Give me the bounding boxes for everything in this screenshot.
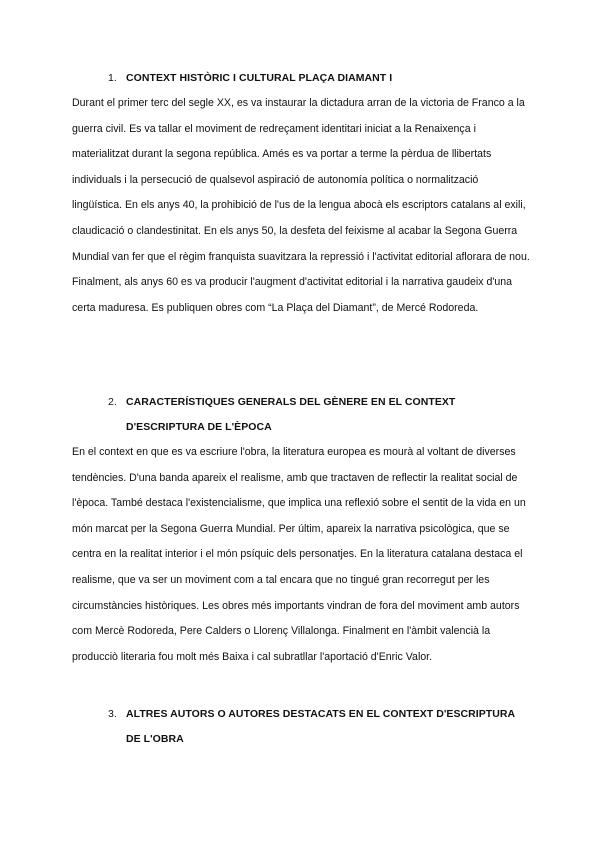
section-historical-context	[0, 66, 600, 321]
section-number: 3.	[108, 708, 117, 720]
section-genre-characteristics	[0, 390, 600, 670]
section-heading	[108, 66, 528, 91]
section-title: CARACTERÍSTIQUES GENERALS DEL GÈNERE EN EL CONTEXT D'ESCRIPTURA DE L'ÈPOCA	[126, 396, 456, 433]
section-title: CONTEXT HISTÒRIC I CULTURAL PLAÇA DIAMANT I	[126, 72, 393, 84]
section-body: En el context en que es va escriure l'obra, la literatura europea es mourà al voltant de diverses tendències. D'una banda apareix el realisme, amb que tractaven de reflectir la realitat social de l'època. També destaca l'existencialisme, que implica una reflexió sobre el sentit de la vida en un món marcat per la Segona Guerra Mundial. Per últim, apareix la narrativa psicològica, que se centra en la realitat interior i el món psíquic dels personatjes. En la literatura catalana destaca el realisme, que va ser un moviment com a tal encara que no tingué gran recorregut per les circumstàncies històriques. Les obres més importants vindran de fora del moviment amb autors com Mercè Rodoreda, Pere Calders o Llorenç Villalonga. Finalment en l'àmbit valencià la producciò literaria fou molt més Baixa i cal subratllar l'aportació d'Enric Valor.	[72, 446, 526, 663]
section-heading	[108, 390, 528, 440]
section-number: 2.	[108, 396, 117, 408]
section-title: ALTRES AUTORS O AUTORES DESTACATS EN EL CONTEXT D'ESCRIPTURA DE L'OBRA	[126, 708, 515, 745]
section-number: 1.	[108, 72, 117, 84]
section-body: Durant el primer terc del segle XX, es va instaurar la dictadura arran de la victoria de Franco a la guerra civil. Es va tallar el moviment de redreçament identitari iniciat a la Renaixença i materialitzat durant la segona república. Amés es va portar a terme la pèrdua de llibertats individuals i la persecució de qualsevol aspiració de autonomía política o normalització lingüística. En els anys 40, la prohibició de l'us de la lengua abocà els escriptors catalans al exili, claudicació o clandestinitat. En els anys 50, la desfeta del feixisme al acabar la Segona Guerra Mundial van fer que el règim franquista suavitzara la repressió i l'activitat editorial aflorara de nou. Finalment, als anys 60 es va producir l'augment d'activitat editorial i la narrativa gaudeix d'una certa maduresa. Es publiquen obres com “La Plaça del Diamant”, de Mercé Rodoreda.	[72, 97, 530, 314]
section-other-authors	[0, 702, 600, 752]
section-heading	[108, 702, 528, 752]
